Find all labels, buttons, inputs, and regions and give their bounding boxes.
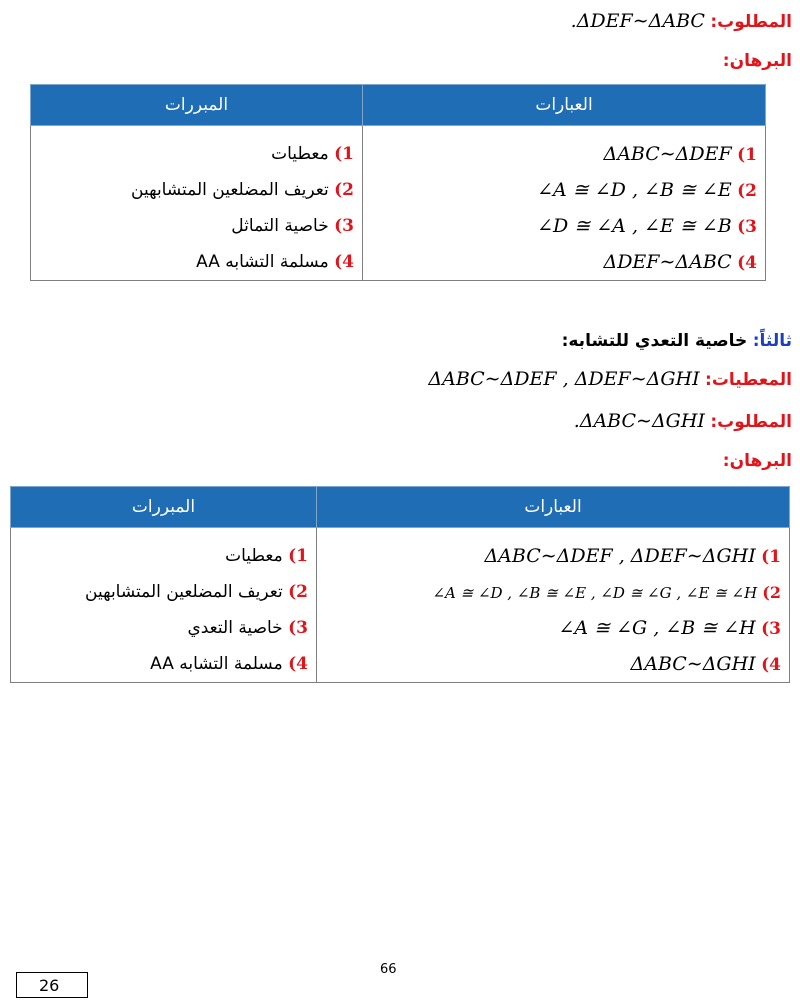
table-row: [31, 172, 766, 208]
proof-table-2: [10, 486, 790, 683]
proof-label: البرهان:: [722, 51, 792, 71]
table-header: [11, 487, 790, 528]
proof-label: البرهان:: [722, 451, 792, 471]
required-value: .ΔDEF∼ΔABC: [570, 10, 705, 32]
reason-cell: 2) تعريف المضلعين المتشابهين: [11, 574, 317, 610]
reason-cell: 3) خاصية التماثل: [31, 208, 363, 244]
header-reasons: المبررات: [11, 487, 317, 528]
header-statements: العبارات: [363, 85, 766, 126]
section-heading: [8, 324, 792, 358]
page-number-center: 66: [380, 962, 397, 977]
statement-cell: 2) ∠A ≅ ∠D , ∠B ≅ ∠E: [363, 172, 766, 208]
statement-cell: 4) ΔABC∼ΔGHI: [317, 646, 790, 683]
given-value: ΔABC∼ΔDEF , ΔDEF∼ΔGHI: [428, 368, 700, 390]
reason-cell: 1) معطيات: [11, 528, 317, 575]
statement-cell: 1) ΔABC∼ΔDEF: [363, 126, 766, 173]
table-row: [11, 574, 790, 610]
reason-cell: 4) مسلمة التشابه AA: [31, 244, 363, 281]
section-number: ثالثاً:: [752, 331, 792, 351]
reason-cell: 2) تعريف المضلعين المتشابهين: [31, 172, 363, 208]
required-line-1: [8, 4, 792, 38]
statement-cell: 2) ∠A ≅ ∠D , ∠B ≅ ∠E , ∠D ≅ ∠G , ∠E ≅ ∠H: [317, 574, 790, 610]
page-number-box: 26: [16, 972, 88, 998]
table-row: [11, 646, 790, 683]
table-row: [11, 610, 790, 646]
statement-cell: 1) ΔABC∼ΔDEF , ΔDEF∼ΔGHI: [317, 528, 790, 575]
given-line: [8, 362, 792, 396]
header-statements: العبارات: [317, 487, 790, 528]
table-header: [31, 85, 766, 126]
table-row: [31, 244, 766, 281]
table-row: [31, 208, 766, 244]
proof-line-2: [8, 444, 792, 478]
table-row: [31, 126, 766, 173]
reason-cell: 4) مسلمة التشابه AA: [11, 646, 317, 683]
statement-cell: 4) ΔDEF∼ΔABC: [363, 244, 766, 281]
table-row: [11, 528, 790, 575]
header-reasons: المبررات: [31, 85, 363, 126]
statement-cell: 3) ∠D ≅ ∠A , ∠E ≅ ∠B: [363, 208, 766, 244]
given-label: المعطيات:: [705, 370, 792, 390]
required-label: المطلوب:: [710, 412, 792, 432]
required-line-2: [8, 404, 792, 438]
proof-table-1: [30, 84, 766, 281]
reason-cell: 3) خاصية التعدي: [11, 610, 317, 646]
statement-cell: 3) ∠A ≅ ∠G , ∠B ≅ ∠H: [317, 610, 790, 646]
proof-line-1: [8, 44, 792, 78]
reason-cell: 1) معطيات: [31, 126, 363, 173]
required-value: .ΔABC∼ΔGHI: [573, 410, 705, 432]
section-title: خاصية التعدي للتشابه:: [561, 331, 748, 351]
required-label: المطلوب:: [710, 12, 792, 32]
